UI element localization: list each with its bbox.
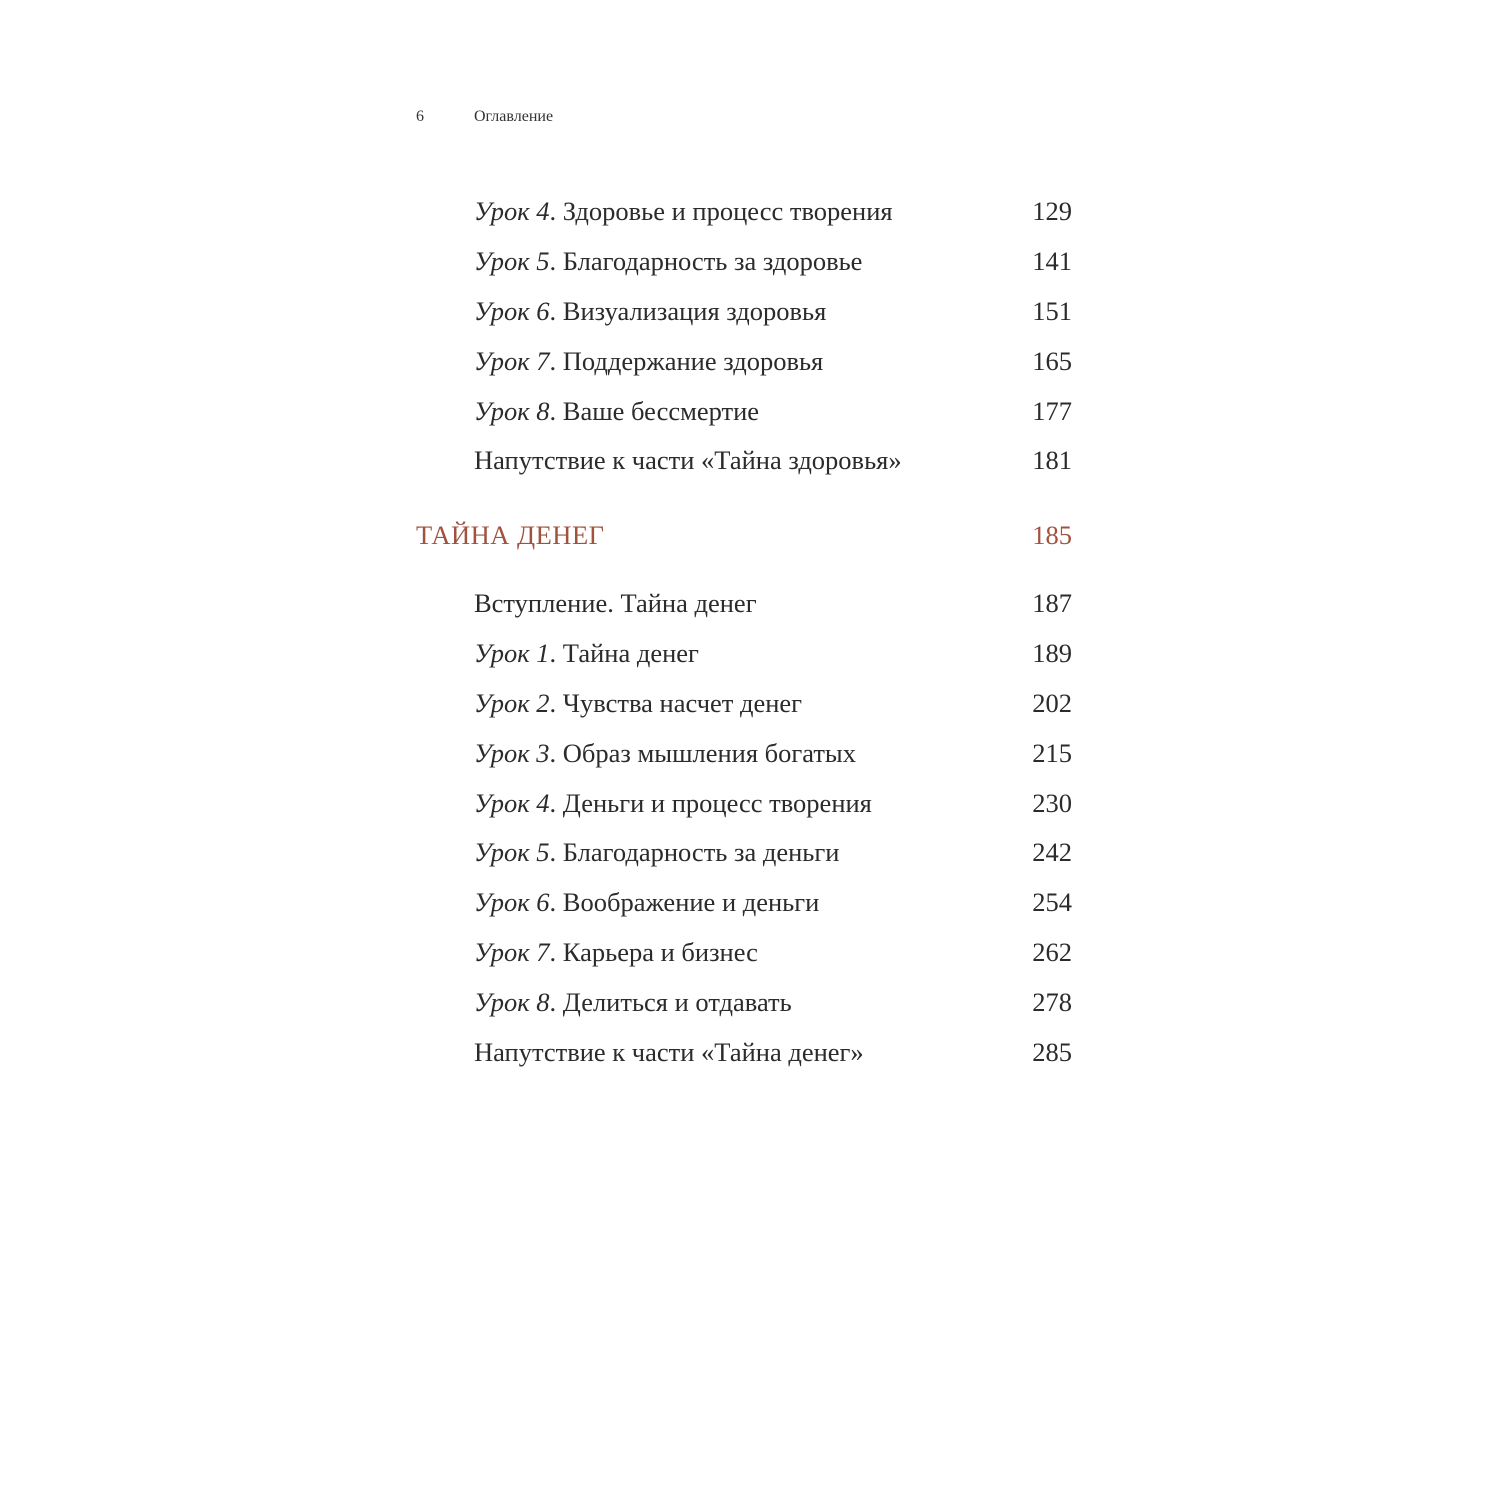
toc-part-heading-money[interactable] <box>416 510 1072 560</box>
page-number: 6 <box>416 108 424 125</box>
entry-page-number: 278 <box>1032 987 1072 1018</box>
toc-entry-health-lesson-7[interactable]: Урок 7. Поддержание здоровья 165 <box>474 336 1072 386</box>
part-title: ТАЙНА ДЕНЕГ <box>416 520 605 550</box>
toc-entry-money-lesson-4[interactable]: Урок 4. Деньги и процесс творения 230 <box>474 778 1072 828</box>
toc-entry-health-lesson-8[interactable]: Урок 8. Ваше бессмертие 177 <box>474 386 1072 436</box>
entry-page-number: 262 <box>1032 937 1072 968</box>
entry-title: Образ мышления богатых <box>562 737 856 768</box>
lesson-label: Урок 2 <box>474 687 550 718</box>
entry-title: Здоровье и процесс творения <box>562 196 893 226</box>
entry-title: Деньги и процесс творения <box>562 787 872 818</box>
toc-entry-money-lesson-5[interactable]: Урок 5. Благодарность за деньги 242 <box>474 827 1072 877</box>
entry-title: Напутствие к части «Тайна здоровья» <box>474 445 902 476</box>
toc-entry-health-afterword[interactable] <box>474 435 1072 485</box>
entry-title: Напутствие к части «Тайна денег» <box>474 1037 864 1068</box>
lesson-label: Урок 5 <box>474 245 550 276</box>
entry-title: Благодарность за деньги <box>562 837 840 868</box>
toc-entry-money-lesson-7[interactable]: Урок 7. Карьера и бизнес 262 <box>474 927 1072 977</box>
toc-entry-money-lesson-1[interactable]: Урок 1. Тайна денег 189 <box>474 628 1072 678</box>
entry-page-number: 177 <box>1032 395 1072 426</box>
toc-entry-health-lesson-5[interactable]: Урок 5. Благодарность за здоровье 141 <box>474 236 1072 286</box>
lesson-label: Урок 3 <box>474 737 550 768</box>
entry-title: Карьера и бизнес <box>562 937 758 968</box>
lesson-label: Урок 4 <box>474 196 550 226</box>
entry-title: Ваше бессмертие <box>562 395 760 426</box>
entry-page-number: 129 <box>1032 196 1072 226</box>
toc-entry-money-lesson-6[interactable]: Урок 6. Воображение и деньги 254 <box>474 877 1072 927</box>
entry-page-number: 187 <box>1032 588 1072 618</box>
entry-title: Делиться и отдавать <box>562 987 792 1018</box>
lesson-label: Урок 4 <box>474 787 550 818</box>
lesson-label: Урок 6 <box>474 887 550 918</box>
lesson-label: Урок 8 <box>474 395 550 426</box>
entry-page-number: 189 <box>1032 637 1072 668</box>
entry-page-number: 151 <box>1032 295 1072 326</box>
lesson-label: Урок 8 <box>474 987 550 1018</box>
entry-page-number: 230 <box>1032 787 1072 818</box>
toc-entry-money-afterword[interactable] <box>474 1027 1072 1077</box>
entry-title: Воображение и деньги <box>562 887 820 918</box>
entry-title: Чувства насчет денег <box>562 687 803 718</box>
entry-title: Благодарность за здоровье <box>562 245 863 276</box>
entry-page-number: 242 <box>1032 837 1072 868</box>
toc-entry-money-intro[interactable] <box>474 578 1072 628</box>
entry-page-number: 254 <box>1032 887 1072 918</box>
lesson-label: Урок 7 <box>474 345 550 376</box>
lesson-label: Урок 1 <box>474 637 550 668</box>
entry-page-number: 215 <box>1032 737 1072 768</box>
entry-page-number: 141 <box>1032 245 1072 276</box>
toc-entry-money-lesson-2[interactable]: Урок 2. Чувства насчет денег 202 <box>474 678 1072 728</box>
toc-entry-health-lesson-6[interactable]: Урок 6. Визуализация здоровья 151 <box>474 286 1072 336</box>
entry-page-number: 285 <box>1032 1037 1072 1068</box>
toc-entry-health-lesson-4[interactable]: Урок 4. Здоровье и процесс творения 129 <box>474 186 1072 236</box>
entry-title: Вступление. Тайна денег <box>474 588 757 618</box>
entry-title: Визуализация здоровья <box>562 295 827 326</box>
toc-health-section <box>474 186 1072 485</box>
lesson-label: Урок 5 <box>474 837 550 868</box>
entry-title: Тайна денег <box>562 637 699 668</box>
entry-page-number: 165 <box>1032 345 1072 376</box>
entry-title: Поддержание здоровья <box>562 345 824 376</box>
toc-entry-money-lesson-3[interactable]: Урок 3. Образ мышления богатых 215 <box>474 728 1072 778</box>
lesson-label: Урок 6 <box>474 295 550 326</box>
running-head <box>416 104 1076 130</box>
toc-money-section <box>474 578 1072 1077</box>
entry-page-number: 181 <box>1032 445 1072 476</box>
toc-entry-money-lesson-8[interactable]: Урок 8. Делиться и отдавать 278 <box>474 977 1072 1027</box>
entry-page-number: 202 <box>1032 687 1072 718</box>
lesson-label: Урок 7 <box>474 937 550 968</box>
section-title: Оглавление <box>474 108 554 125</box>
part-page-number: 185 <box>1032 520 1072 550</box>
